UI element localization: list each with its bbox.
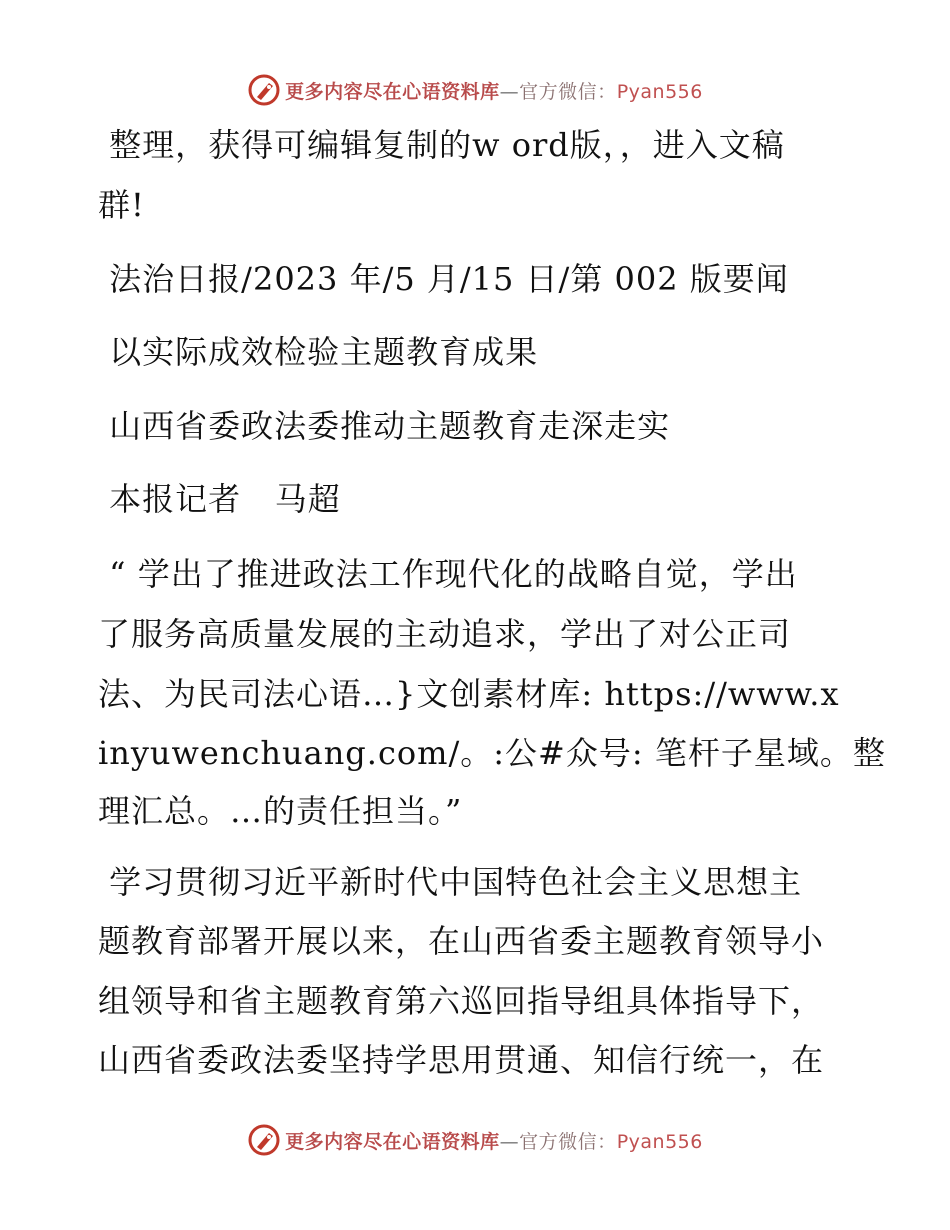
pen-nib-logo-icon (247, 73, 281, 107)
watermark-main: 更多内容尽在心语资料库 (285, 1130, 500, 1153)
body-line: inyuwenchuang.com/。:公#众号: 笔杆子星域。整 (98, 734, 886, 772)
watermark-dash: — (499, 80, 520, 103)
page-header-watermark (0, 72, 950, 108)
body-line: 山西省委政法委推动主题教育走深走实 (98, 407, 671, 445)
watermark-side: 官方微信： (519, 80, 617, 103)
page-footer-watermark (0, 1122, 950, 1158)
body-line: 整理，获得可编辑复制的w ord版，，进入文稿 (98, 126, 785, 164)
body-line: 群! (98, 186, 145, 224)
body-line: 题教育部署开展以来，在山西省委主题教育领导小 (98, 922, 825, 960)
body-line: 理汇总。…的责任担当。” (98, 792, 463, 830)
watermark-side: 官方微信： (519, 1130, 617, 1153)
body-line: 山西省委政法委坚持学思用贯通、知信行统一，在 (98, 1041, 825, 1079)
body-line: 学习贯彻习近平新时代中国特色社会主义思想主 (98, 863, 803, 901)
body-line: 以实际成效检验主题教育成果 (98, 333, 539, 371)
watermark-text (285, 1127, 703, 1154)
body-line: 法、为民司法心语…}文创素材库: https://www.x (98, 675, 840, 713)
body-line: 本报记者 马超 (98, 480, 341, 518)
watermark-id: Pyan556 (616, 80, 703, 103)
watermark-text (285, 77, 703, 104)
watermark-id: Pyan556 (616, 1130, 703, 1153)
body-line: 组领导和省主题教育第六巡回指导组具体指导下， (98, 982, 825, 1020)
body-line: 法治日报/2023 年/5 月/15 日/第 002 版要闻 (98, 260, 789, 298)
body-line: 了服务高质量发展的主动追求，学出了对公正司 (98, 615, 792, 653)
pen-nib-logo-icon (247, 1123, 281, 1157)
body-line: “ 学出了推进政法工作现代化的战略自觉，学出 (98, 555, 798, 593)
watermark-main: 更多内容尽在心语资料库 (285, 80, 500, 103)
watermark-dash: — (499, 1130, 520, 1153)
